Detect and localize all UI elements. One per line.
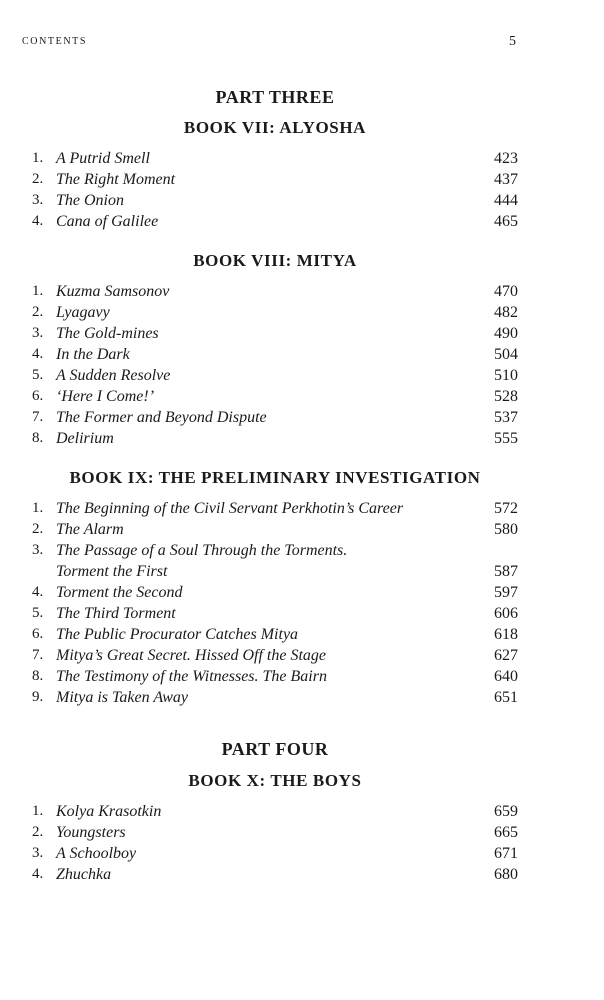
chapter-page: 528 [494,388,518,405]
chapter-title: A Schoolboy [56,845,137,862]
chapter-page: 671 [494,845,518,862]
chapter-title: Cana of Galilee [56,213,159,230]
chapter-title: The Testimony of the Witnesses. The Bairn [56,668,327,685]
toc-entry[interactable] [32,498,518,519]
chapter-page: 470 [494,283,518,300]
chapter-title: A Putrid Smell [56,150,150,167]
chapter-number: 4. [32,346,44,362]
chapter-number: 3. [32,542,44,558]
chapter-number: 5. [32,605,44,621]
toc-entry[interactable] [32,801,518,822]
chapter-title: Mitya is Taken Away [56,689,188,706]
toc-entry[interactable] [32,190,518,211]
chapter-title: The Public Procurator Catches Mitya [56,626,299,643]
toc-entry[interactable] [32,519,518,540]
chapter-number: 7. [32,409,44,425]
toc-entry[interactable] [32,281,518,302]
chapter-title: ‘Here I Come!’ [56,388,155,405]
chapter-title: The Alarm [56,521,124,538]
section-book-viii [32,250,518,449]
contents-body [32,86,518,885]
chapter-number: 3. [32,325,44,341]
chapter-title: A Sudden Resolve [56,367,171,384]
chapter-title: Zhuchka [56,866,112,883]
chapter-title: The Gold-mines [56,325,159,342]
chapter-page: 640 [494,668,518,685]
toc-entry[interactable] [32,843,518,864]
toc-entry[interactable] [32,666,518,687]
toc-entry[interactable] [32,148,518,169]
chapter-page: 580 [494,521,518,538]
chapter-number: 8. [32,430,44,446]
chapter-number: 4. [32,866,44,882]
chapter-page: 555 [494,430,518,447]
chapter-number: 6. [32,388,44,404]
chapter-page: 618 [494,626,518,643]
chapter-title: Kuzma Samsonov [56,283,170,300]
chapter-number: 2. [32,521,44,537]
toc-entry[interactable] [32,211,518,232]
chapter-number: 1. [32,150,44,166]
chapter-title: The Beginning of the Civil Servant Perkhotin’s Career [56,500,404,517]
chapter-title: The Right Moment [56,171,176,188]
chapter-number: 4. [32,584,44,600]
chapter-page: 587 [494,563,518,580]
toc-entry[interactable] [32,428,518,449]
toc-entry[interactable] [32,822,518,843]
chapter-number: 1. [32,283,44,299]
toc-entry[interactable] [32,302,518,323]
chapter-number: 2. [32,171,44,187]
chapter-title: In the Dark [56,346,130,363]
chapter-number: 5. [32,367,44,383]
toc-entry[interactable] [32,386,518,407]
chapter-page: 572 [494,500,518,517]
toc-entry[interactable] [32,540,518,582]
toc-entry[interactable] [32,624,518,645]
chapter-title: Kolya Krasotkin [56,803,162,820]
chapter-page: 651 [494,689,518,706]
section-part-four-book-x [32,738,518,885]
chapter-number: 2. [32,304,44,320]
toc-entry[interactable] [32,864,518,885]
chapter-title [56,540,482,582]
chapter-page: 437 [494,171,518,188]
part-title: PART THREE [215,87,335,107]
section-part-three-book-vii [32,86,518,232]
chapter-page: 444 [494,192,518,209]
chapter-number: 1. [32,803,44,819]
chapter-page: 627 [494,647,518,664]
toc-entry[interactable] [32,169,518,190]
book-title: BOOK IX: THE PRELIMINARY INVESTIGATION [69,468,481,487]
chapter-list [32,498,518,708]
toc-entry[interactable] [32,603,518,624]
chapter-page: 680 [494,866,518,883]
chapter-page: 665 [494,824,518,841]
toc-entry[interactable] [32,407,518,428]
chapter-page: 482 [494,304,518,321]
chapter-page: 537 [494,409,518,426]
chapter-page: 606 [494,605,518,622]
chapter-number: 2. [32,824,44,840]
chapter-number: 4. [32,213,44,229]
chapter-title: Torment the Second [56,584,183,601]
chapter-number: 8. [32,668,44,684]
toc-entry[interactable] [32,323,518,344]
chapter-title-line-1: The Passage of a Soul Through the Torments. [56,542,348,559]
book-title: BOOK VIII: MITYA [193,251,357,270]
chapter-title-line-2: Torment the First [56,563,168,580]
running-head [22,36,516,50]
chapter-number: 3. [32,845,44,861]
chapter-list [32,801,518,885]
chapter-page: 659 [494,803,518,820]
chapter-page: 490 [494,325,518,342]
toc-entry[interactable] [32,645,518,666]
toc-entry[interactable] [32,365,518,386]
chapter-title: The Former and Beyond Dispute [56,409,267,426]
chapter-title: The Onion [56,192,124,209]
chapter-title: The Third Torment [56,605,176,622]
toc-entry[interactable] [32,344,518,365]
book-title: BOOK VII: ALYOSHA [183,118,367,137]
chapter-title: Mitya’s Great Secret. Hissed Off the Stage [56,647,327,664]
toc-entry[interactable] [32,687,518,708]
chapter-page: 510 [494,367,518,384]
chapter-list [32,148,518,232]
chapter-number: 7. [32,647,44,663]
page-number: 5 [509,34,516,49]
chapter-number: 1. [32,500,44,516]
chapter-page: 465 [494,213,518,230]
chapter-page: 504 [494,346,518,363]
part-title: PART FOUR [221,739,329,759]
chapter-number: 9. [32,689,44,705]
chapter-number: 3. [32,192,44,208]
toc-entry[interactable] [32,582,518,603]
running-head-label: CONTENTS [22,36,88,47]
chapter-number: 6. [32,626,44,642]
chapter-title: Lyagavy [56,304,110,321]
section-book-ix [32,467,518,708]
chapter-title: Delirium [56,430,114,447]
chapter-page: 597 [494,584,518,601]
chapter-page: 423 [494,150,518,167]
book-title: BOOK X: THE BOYS [188,771,362,790]
chapter-list [32,281,518,449]
chapter-title: Youngsters [56,824,126,841]
